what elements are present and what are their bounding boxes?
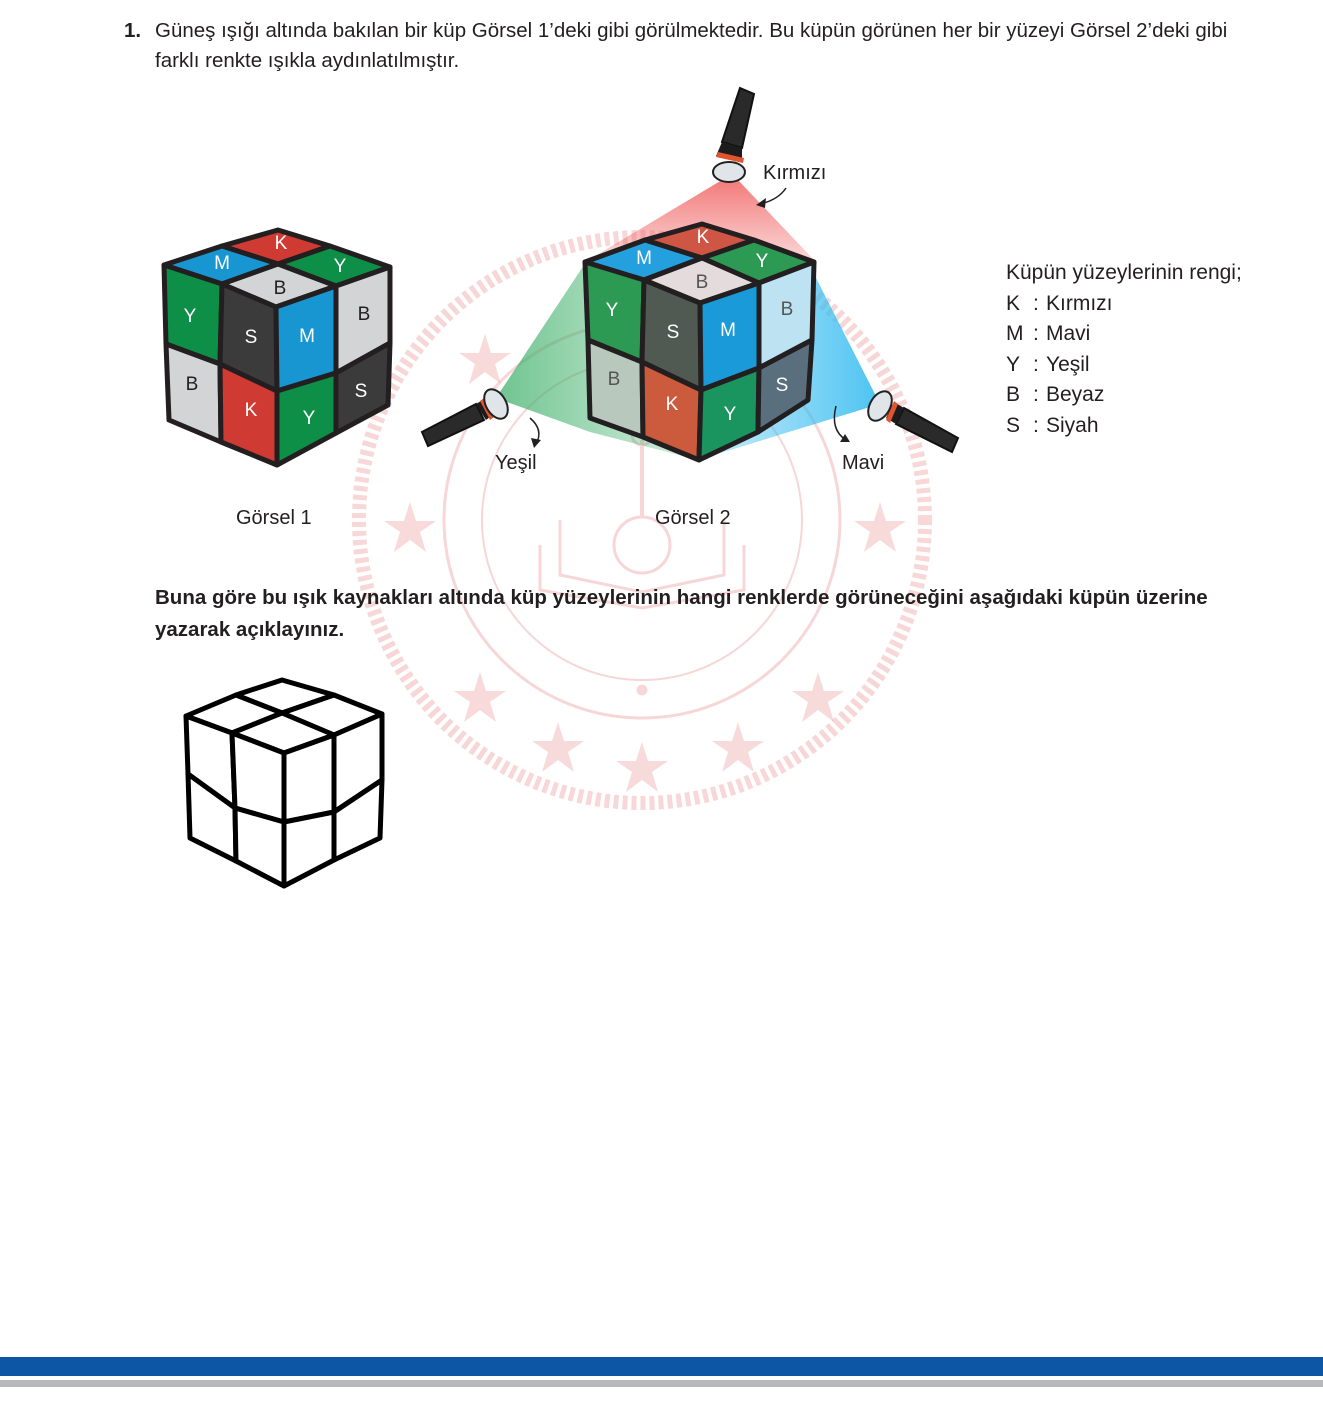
- fig2-label-top-front: B: [695, 272, 709, 294]
- legend-code: S: [1006, 413, 1021, 437]
- fig2-label-left-tl: Y: [605, 300, 619, 322]
- fig2-label-top-right: Y: [755, 251, 769, 273]
- legend-name: Yeşil: [1046, 352, 1090, 376]
- fig2-label-right-bl: Y: [723, 404, 737, 426]
- blue-light-label: Mavi: [842, 452, 885, 474]
- legend-title: Küpün yüzeylerinin rengi;: [1006, 261, 1242, 284]
- answer-right-bl: [284, 812, 334, 886]
- fig1-label-left-tr: S: [244, 327, 258, 349]
- instruction-text: Buna göre bu ışık kaynakları altında küp yüzeylerinin hangi renklerde görüneceğini aşağıdaki küpün üzerine yazarak açıklayınız.: [155, 586, 1208, 641]
- legend-name: Kırmızı: [1046, 291, 1113, 315]
- footer-blue-bar: [0, 1357, 1323, 1376]
- legend-name: Siyah: [1046, 413, 1099, 437]
- fig2-label-left-tr: S: [666, 322, 680, 344]
- legend-colon: :: [1033, 291, 1039, 315]
- legend-colon: :: [1033, 383, 1039, 406]
- fig1-label-right-bl: Y: [302, 408, 316, 430]
- fig2-label-right-tl: M: [720, 320, 736, 342]
- fig1-label-right-br: S: [354, 381, 368, 403]
- footer-gray-bar: [0, 1380, 1323, 1387]
- legend-code: K: [1006, 291, 1021, 315]
- fig1-label-top-back: K: [274, 233, 288, 255]
- legend-name: Mavi: [1046, 322, 1091, 345]
- fig1-label-top-left: M: [214, 253, 230, 275]
- fig2-label-top-left: M: [636, 248, 652, 270]
- answer-left-br: [235, 808, 284, 886]
- legend-code: B: [1006, 383, 1021, 406]
- legend-name: Beyaz: [1046, 383, 1105, 406]
- figure2-caption: Görsel 2: [655, 507, 731, 529]
- figure1-caption: Görsel 1: [236, 507, 312, 529]
- answer-right-tl: [284, 735, 334, 822]
- question-number: 1.: [124, 19, 142, 42]
- legend-colon: :: [1033, 352, 1039, 376]
- fig2-label-left-bl: B: [607, 369, 621, 391]
- legend-colon: :: [1033, 413, 1039, 437]
- fig1-label-left-bl: B: [185, 374, 199, 396]
- green-light-label: Yeşil: [495, 452, 537, 474]
- fig2-label-right-tr: B: [780, 299, 794, 321]
- fig1-label-top-right: Y: [333, 256, 347, 278]
- fig1-label-top-front: B: [273, 278, 287, 300]
- legend-code: M: [1006, 322, 1024, 345]
- fig1-label-right-tl: M: [299, 326, 315, 348]
- fig2-label-right-br: S: [775, 375, 789, 397]
- question-body: Güneş ışığı altında bakılan bir küp Görsel 1’deki gibi görülmektedir. Bu küpün görünen her bir yüzeyi Görsel 2’deki gibi farklı renkte ışıkla aydınlatılmıştır.: [155, 19, 1228, 72]
- fig2-label-left-br: K: [665, 394, 679, 416]
- legend-colon: :: [1033, 322, 1039, 345]
- fig1-label-left-tl: Y: [183, 306, 197, 328]
- red-light-label: Kırmızı: [763, 162, 827, 184]
- legend-code: Y: [1006, 352, 1021, 376]
- fig1-label-left-br: K: [244, 400, 258, 422]
- fig1-label-right-tr: B: [357, 304, 371, 326]
- fig2-label-top-back: K: [696, 227, 710, 249]
